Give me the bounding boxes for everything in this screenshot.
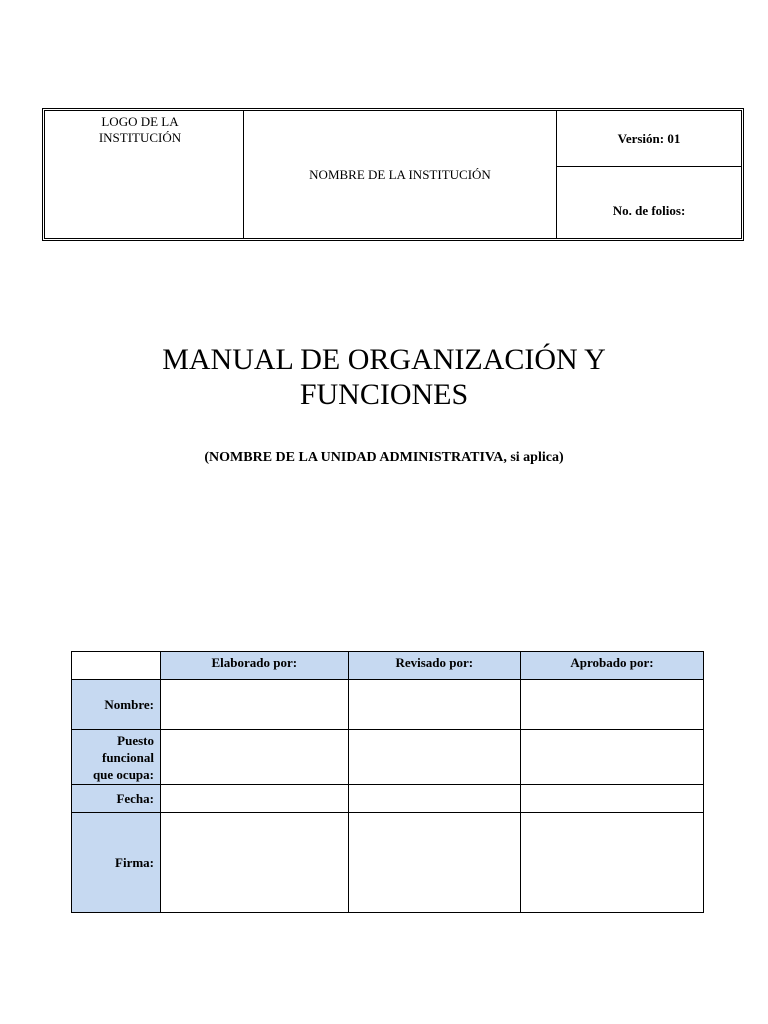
label-puesto-line-1: Puesto	[117, 732, 154, 748]
row-nombre	[72, 680, 704, 730]
title-line-2: FUNCIONES	[299, 378, 469, 411]
logo-cell	[45, 111, 244, 238]
label-firma: Firma:	[72, 813, 161, 913]
institution-name-cell	[244, 111, 557, 238]
document-header	[42, 108, 744, 241]
cell-firma-elaborado[interactable]	[161, 813, 349, 913]
cell-puesto-revisado[interactable]	[348, 730, 520, 785]
label-nombre: Nombre:	[72, 680, 161, 730]
document-title	[0, 342, 768, 412]
cell-firma-revisado[interactable]	[348, 813, 520, 913]
row-fecha	[72, 785, 704, 813]
label-puesto-line-3: que ocupa:	[92, 766, 154, 782]
cell-firma-aprobado[interactable]	[520, 813, 703, 913]
cell-nombre-aprobado[interactable]	[520, 680, 703, 730]
col-elaborado: Elaborado por:	[161, 652, 349, 680]
cell-fecha-revisado[interactable]	[348, 785, 520, 813]
approval-header-row	[72, 652, 704, 680]
cell-puesto-elaborado[interactable]	[161, 730, 349, 785]
row-firma	[72, 813, 704, 913]
version-label: Versión: 01	[617, 131, 681, 146]
document-subtitle: (NOMBRE DE LA UNIDAD ADMINISTRATIVA, si aplica)	[204, 450, 564, 465]
label-fecha: Fecha:	[72, 785, 161, 813]
folios-cell	[557, 167, 741, 238]
logo-line-1: LOGO DE LA	[101, 114, 179, 129]
col-aprobado: Aprobado por:	[520, 652, 703, 680]
cell-nombre-elaborado[interactable]	[161, 680, 349, 730]
cell-fecha-elaborado[interactable]	[161, 785, 349, 813]
cell-nombre-revisado[interactable]	[348, 680, 520, 730]
row-puesto	[72, 730, 704, 785]
label-puesto-line-2: funcional	[101, 749, 154, 765]
version-cell	[557, 111, 741, 167]
logo-placeholder	[45, 114, 235, 146]
cell-puesto-aprobado[interactable]	[520, 730, 703, 785]
corner-cell	[72, 652, 161, 680]
approval-table	[71, 651, 704, 913]
logo-line-2: INSTITUCIÓN	[98, 130, 182, 145]
cell-fecha-aprobado[interactable]	[520, 785, 703, 813]
folios-label: No. de folios:	[612, 203, 686, 218]
label-puesto	[72, 730, 161, 785]
title-line-1: MANUAL DE ORGANIZACIÓN Y	[162, 343, 606, 376]
col-revisado: Revisado por:	[348, 652, 520, 680]
institution-name: NOMBRE DE LA INSTITUCIÓN	[309, 167, 491, 182]
